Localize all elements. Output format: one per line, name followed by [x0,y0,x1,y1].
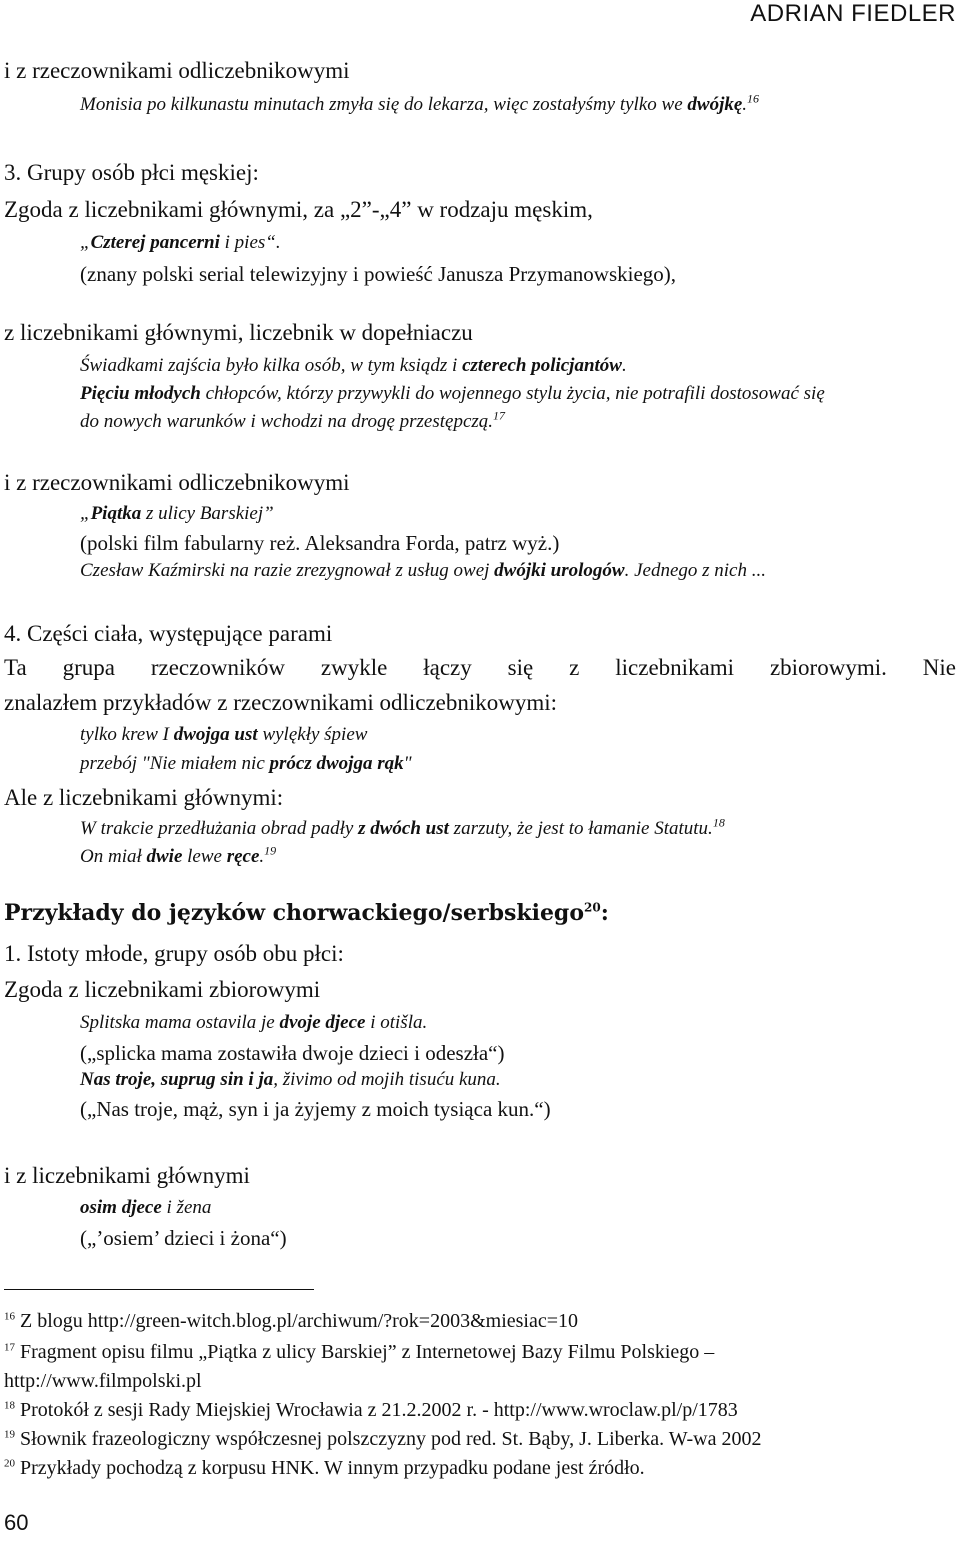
example-line [80,560,766,582]
example-line [80,232,281,254]
gloss-line: (znany polski serial telewizyjny i powieść Janusza Przymanowskiego), [80,262,677,286]
footnote-ref: 19 [264,843,277,858]
footnote-number: 17 [4,1341,15,1354]
example-emphasis: ręce [226,846,260,867]
paragraph-line: Ta grupa rzeczowników zwykle łączy się z liczebnikami zbiorowymi. Nie [4,655,956,680]
example-line [80,383,825,405]
example-line [80,1197,211,1219]
example-text: Splitska mama ostavila je [80,1012,280,1033]
example-text: i žena [161,1197,212,1218]
section-line: Zgoda z liczebnikami głównymi, za „2”-„4” w rodzaju męskim, [4,197,593,222]
example-text: i otišla. [365,1012,428,1033]
example-line [80,753,412,775]
example-text: " [403,753,412,774]
footnote [4,1457,645,1480]
example-line [80,408,506,433]
footnote-ref: 18 [712,815,725,830]
example-text: wylękły śpiew [257,724,368,745]
heading-text: Przykłady do języków chorwackiego/serbskiego [4,900,584,926]
footnote-number: 19 [4,1428,15,1441]
example-emphasis: Czterej pancerni [90,232,220,253]
example-text: On miał [80,846,147,867]
footnote [4,1341,714,1364]
example-text: tylko krew I [80,724,174,745]
section-line: i z liczebnikami głównymi [4,1163,250,1188]
example-line [80,503,274,525]
footnote [4,1428,761,1451]
gloss-line: („splicka mama zostawiła dwoje dzieci i odeszła“) [80,1041,505,1065]
paragraph-line: znalazłem przykładów z rzeczownikami odliczebnikowymi: [4,690,558,715]
section-heading: 3. Grupy osób płci męskiej: [4,160,259,185]
example-text: W trakcie przedłużania obrad padły [80,818,359,839]
example-text: Świadkami zajścia było kilka osób, w tym ksiądz i [80,355,463,376]
example-emphasis: osim djece [80,1197,162,1218]
example-emphasis: dwojga ust [173,724,258,745]
example-emphasis: prócz dwojga rąk [269,753,404,774]
example-emphasis: z dwóch ust [358,818,449,839]
example-emphasis: Nas troje, suprug sin i ja [80,1069,274,1090]
example-line [80,1069,501,1091]
example-emphasis: dvoje djece [279,1012,366,1033]
gloss-line: (polski film fabularny reż. Aleksandra Forda, patrz wyż.) [80,531,560,555]
example-text: Czesław Kaźmirski na razie zrezygnował z usług owej [80,560,495,581]
footnote-continuation [4,1370,202,1393]
footnote-number: 18 [4,1399,15,1412]
section-line: Ale z liczebnikami głównymi: [4,785,284,810]
example-text: chłopców, którzy przywykli do wojennego stylu życia, nie potrafili dostosować się [200,383,825,404]
example-text: zarzuty, że jest to łamanie Statutu. [448,818,713,839]
example-text: lewe [182,846,227,867]
heading-text: : [600,900,609,926]
footnote-number: 20 [4,1457,15,1470]
footnote-number: 16 [4,1310,15,1323]
footnote-text: http://www.filmpolski.pl [4,1370,202,1392]
example-text: . [742,94,748,115]
example-text: „ [80,232,91,253]
example-text: . Jednego z nich ... [624,560,766,581]
example-line [80,1012,427,1034]
gloss-line: („’osiem’ dzieci i żona“) [80,1226,287,1250]
running-header-author: ADRIAN FIEDLER [750,0,956,27]
footnote-text: Przykłady pochodzą z korpusu HNK. W innym przypadku podane jest źródło. [20,1457,645,1479]
footnote-text: Słownik frazeologiczny współczesnej polszczyzny pod red. St. Bąby, J. Liberka. W-wa 2002 [20,1428,762,1450]
example-emphasis: dwójkę [687,94,743,115]
footnote [4,1399,738,1422]
example-text: z ulicy Barskiej” [141,503,274,524]
example-line [80,91,760,116]
example-text: „ [80,503,91,524]
footnote-ref: 17 [493,408,506,423]
example-text: , živimo od mojih tisuću kuna. [273,1069,501,1090]
section-line: z liczebnikami głównymi, liczebnik w dopełniaczu [4,320,473,345]
page-number: 60 [4,1510,29,1535]
example-text: . [621,355,627,376]
example-emphasis: Pięciu młodych [80,383,201,404]
footnote-separator [4,1289,314,1290]
example-emphasis: czterech policjantów [462,355,622,376]
example-line [80,815,725,840]
section-heading: 4. Części ciała, występujące parami [4,621,333,646]
example-line [80,843,277,868]
footnote-text: Z blogu http://green-witch.blog.pl/archiwum/?rok=2003&miesiac=10 [20,1310,578,1332]
section-heading: 1. Istoty młode, grupy osób obu płci: [4,941,344,966]
example-text: . [259,846,265,867]
example-text: i pies“. [219,232,281,253]
example-text: do nowych warunków i wchodzi na drogę przestępczą. [80,411,494,432]
example-text: przebój "Nie miałem nic [80,753,270,774]
subsection-heading [4,900,609,926]
example-line [80,724,367,746]
section-line: i z rzeczownikami odliczebnikowymi [4,58,350,83]
gloss-line: („Nas troje, mąż, syn i ja żyjemy z moich tysiąca kun.“) [80,1097,551,1121]
footnote-text: Fragment opisu filmu „Piątka z ulicy Barskiej” z Internetowej Bazy Filmu Polskiego – [20,1341,715,1363]
footnote-text: Protokół z sesji Rady Miejskiej Wrocławia z 21.2.2002 r. - http://www.wroclaw.pl/p/1783 [20,1399,738,1421]
example-text: Monisia po kilkunastu minutach zmyła się do lekarza, więc zostałyśmy tylko we [80,94,688,115]
example-emphasis: dwie [146,846,183,867]
footnote-ref: 16 [747,91,760,106]
example-emphasis: Piątka [90,503,142,524]
footnote-ref: 20 [584,900,601,915]
section-line: Zgoda z liczebnikami zbiorowymi [4,977,321,1002]
section-line: i z rzeczownikami odliczebnikowymi [4,470,350,495]
footnote [4,1310,578,1333]
example-emphasis: dwójki urologów [494,560,625,581]
example-line [80,355,627,377]
